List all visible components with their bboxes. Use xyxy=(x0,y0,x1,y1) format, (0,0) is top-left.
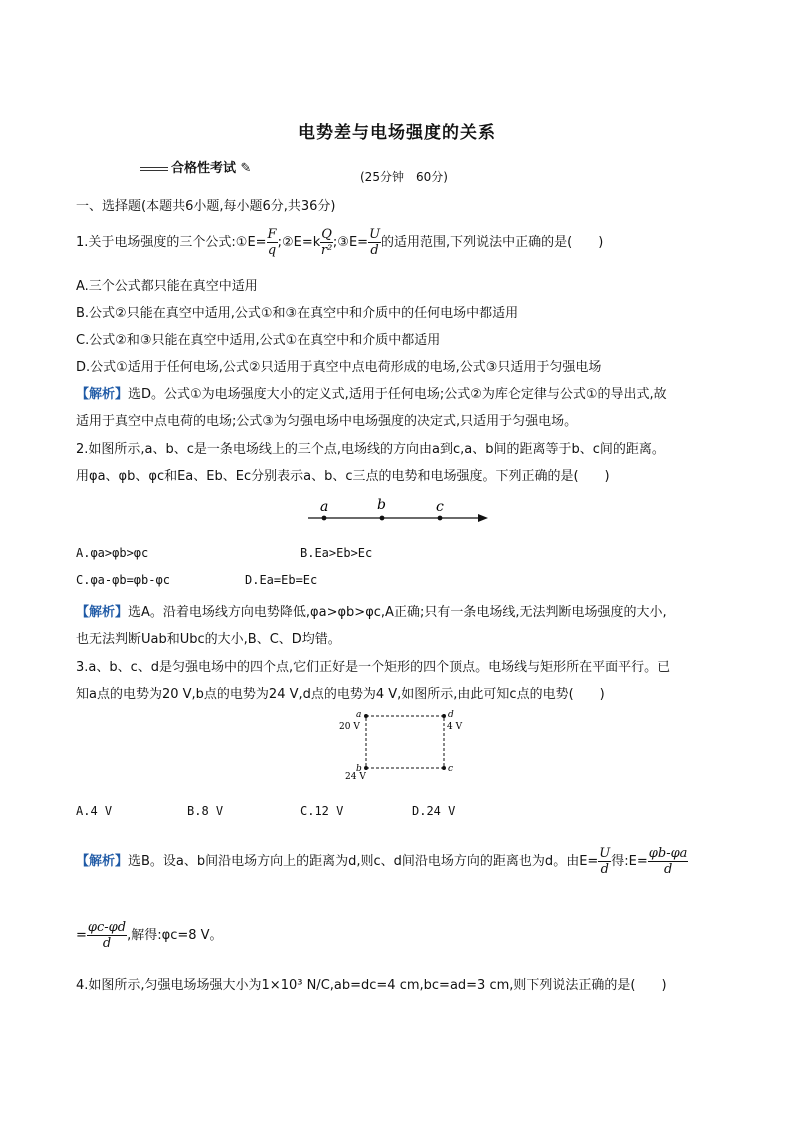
label-d: d xyxy=(448,710,454,720)
label-c: c xyxy=(436,499,444,515)
q2-stem-line1: 2.如图所示,a、b、c是一条电场线上的三个点,电场线的方向由a到c,a、b间的距离等于b、c间的距离。 xyxy=(76,442,665,457)
q2-stem-line2: 用φa、φb、φc和Ea、Eb、Ec分别表示a、b、c三点的电势和电场强度。下列正确的是( ) xyxy=(76,469,610,484)
tag-rule xyxy=(140,167,168,171)
q3-stem-line2: 知a点的电势为20 V,b点的电势为24 V,d点的电势为4 V,如图所示,由此可知c点的电势( ) xyxy=(76,687,605,702)
time-limit: (25分钟 60分) xyxy=(360,170,448,184)
formula-phic-minus-phid: $\frac{\varphi c-\varphi d}{d}$ xyxy=(87,920,127,951)
arrow-head-icon xyxy=(478,514,488,522)
analysis-tag: 【解析】 xyxy=(76,854,129,869)
q1-stem-d: 的适用范围,下列说法中正确的是( ) xyxy=(381,235,604,250)
q3-option-a[interactable]: A.4 V xyxy=(76,804,113,818)
formula-e-u-over-d: $\frac{U}{d}$ xyxy=(599,846,611,877)
q1-option-c[interactable]: C.公式②和③只能在真空中适用,公式①在真空中和介质中都适用 xyxy=(76,333,441,348)
q3-analysis-cont: = $\frac{\varphi c-\varphi d}{d}$ ,解得:φc=8 V。 xyxy=(76,920,223,951)
value-d: 4 V xyxy=(447,722,463,732)
point-a xyxy=(322,516,327,521)
formula-u-over-d: $\frac{U}{d}$ xyxy=(369,227,381,258)
pencil-icon: ✎ xyxy=(236,161,252,176)
analysis-tag: 【解析】 xyxy=(76,387,129,402)
q1-analysis: 【解析】选D。公式①为电场强度大小的定义式,适用于任何电场;公式②为库仑定律与公式①的导出式,故 xyxy=(76,387,667,402)
value-b: 24 V xyxy=(345,772,366,782)
q2-option-d[interactable]: D.Ea=Eb=Ec xyxy=(245,573,318,587)
section-heading: 一、选择题(本题共6小题,每小题6分,共36分) xyxy=(76,199,336,214)
label-a: a xyxy=(356,710,362,720)
rectangle-figure xyxy=(335,706,475,786)
formula-phib-minus-phia: $\frac{\varphi b-\varphi a}{d}$ xyxy=(648,846,688,877)
q1-stem-c: ;③E= xyxy=(332,235,369,250)
dashed-rectangle xyxy=(366,716,444,768)
q1-stem xyxy=(76,227,603,258)
q3-option-c[interactable]: C.12 V xyxy=(300,804,344,818)
point-d xyxy=(442,714,446,718)
q3-stem-line1: 3.a、b、c、d是匀强电场中的四个点,它们正好是一个矩形的四个顶点。电场线与矩形所在平面平行。已 xyxy=(76,660,671,675)
field-line-figure xyxy=(300,495,500,535)
section-tag xyxy=(140,157,251,176)
q3-analysis: 【解析】选B。设a、b间沿电场方向上的距离为d,则c、d间沿电场方向的距离也为d。由E= $\frac{U}{d}$ 得:E= $\frac{\varphi b-\varphi a}{d}$ xyxy=(76,846,688,877)
q2-option-a[interactable]: A.φa>φb>φc xyxy=(76,546,149,560)
formula-f-over-q: $\frac{F}{q}$ xyxy=(267,227,277,258)
q4-stem: 4.如图所示,匀强电场场强大小为1×10³ N/C,ab=dc=4 cm,bc=ad=3 cm,则下列说法正确的是( ) xyxy=(76,978,667,993)
label-a: a xyxy=(320,499,329,515)
q1-stem-a: 1.关于电场强度的三个公式:①E= xyxy=(76,235,267,250)
q1-option-d[interactable]: D.公式①适用于任何电场,公式②只适用于真空中点电荷形成的电场,公式③只适用于匀强电场 xyxy=(76,360,602,375)
q1-option-a[interactable]: A.三个公式都只能在真空中适用 xyxy=(76,279,258,294)
q1-option-b[interactable]: B.公式②只能在真空中适用,公式①和③在真空中和介质中的任何电场中都适用 xyxy=(76,306,519,321)
q3-option-b[interactable]: B.8 V xyxy=(187,804,224,818)
analysis-tag: 【解析】 xyxy=(76,605,129,620)
label-c: c xyxy=(448,764,454,774)
value-a: 20 V xyxy=(339,722,360,732)
q2-option-c[interactable]: C.φa-φb=φb-φc xyxy=(76,573,170,587)
tag-label: 合格性考试 xyxy=(171,161,237,176)
point-a xyxy=(364,714,368,718)
q2-option-b[interactable]: B.Ea>Eb>Ec xyxy=(300,546,373,560)
q1-analysis-cont: 适用于真空中点电荷的电场;公式③为匀强电场中电场强度的决定式,只适用于匀强电场。 xyxy=(76,414,578,429)
page-title: 电势差与电场强度的关系 xyxy=(298,123,496,143)
q2-analysis-cont: 也无法判断Uab和Ubc的大小,B、C、D均错。 xyxy=(76,632,341,647)
q2-analysis: 【解析】选A。沿着电场线方向电势降低,φa>φb>φc,A正确;只有一条电场线,无法判断电场强度的大小, xyxy=(76,605,667,620)
label-b: b xyxy=(377,497,386,513)
point-c xyxy=(438,516,443,521)
q3-option-d[interactable]: D.24 V xyxy=(412,804,456,818)
point-b xyxy=(380,516,385,521)
formula-q-over-r2: $\frac{Q}{\text{r²}}$ xyxy=(320,227,333,258)
point-c xyxy=(442,766,446,770)
q1-stem-b: ;②E=k xyxy=(277,235,321,250)
point-b xyxy=(364,766,368,770)
label-b: b xyxy=(356,764,362,774)
